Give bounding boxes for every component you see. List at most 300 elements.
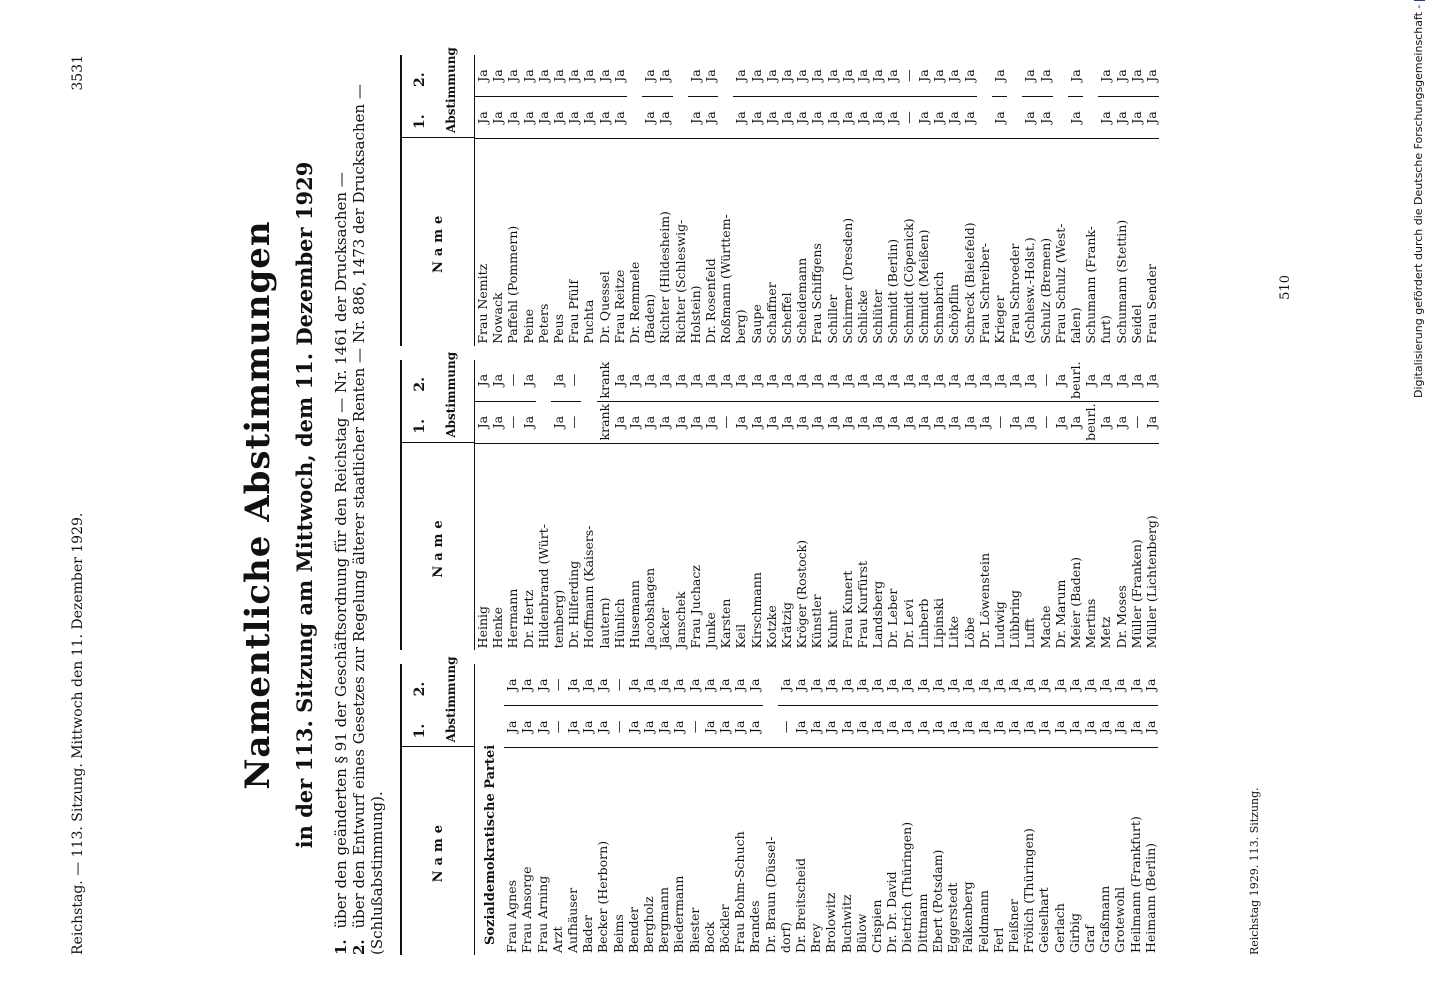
- vote-2-value: Ja: [961, 69, 977, 82]
- vote-2-value: Ja: [625, 678, 641, 692]
- table-row: [992, 55, 1007, 346]
- vote-2-value: Ja: [595, 678, 611, 692]
- vote-1-value: Ja: [671, 705, 686, 747]
- member-name: Peus: [551, 138, 566, 346]
- table-row: [1098, 55, 1113, 346]
- vote-1-value: Ja: [1067, 705, 1082, 747]
- vote-2-value: Ja: [475, 373, 490, 387]
- member-name: Dr. Braun (Düssel-: [763, 747, 778, 955]
- table-row: [673, 360, 688, 651]
- vote-1-value: Ja: [732, 705, 747, 747]
- member-name: Frau Schroeder: [1007, 138, 1022, 346]
- table-row: [945, 664, 960, 955]
- vote-2-value: Ja: [1128, 373, 1144, 387]
- vote-1-value: Ja: [688, 401, 703, 443]
- vote-2-value: Ja: [717, 678, 733, 692]
- member-name: Schöpflin: [946, 138, 961, 346]
- member-name: Schaffner: [764, 138, 779, 346]
- table-row: [535, 664, 550, 955]
- member-name: Frau Arning: [535, 747, 550, 955]
- vote-2-value: Ja: [519, 678, 535, 692]
- member-name: Dr. Marum: [1053, 443, 1068, 651]
- member-name: Buchwitz: [839, 747, 854, 955]
- vote-2-value: Ja: [611, 373, 627, 387]
- member-name: Girbig: [1067, 747, 1082, 955]
- vote-1-value: Ja: [855, 401, 870, 443]
- vote-1-value: Ja: [717, 705, 732, 747]
- vote-1-value: —: [505, 401, 520, 443]
- vote-1-value: Ja: [991, 705, 1006, 747]
- member-name: Roßmann (Württem-: [718, 138, 733, 346]
- member-name: Becker (Herborn): [595, 747, 610, 955]
- vote-1-value: Ja: [1021, 705, 1036, 747]
- vote-1-value: Ja: [764, 96, 779, 138]
- vote-1-value: Ja: [642, 401, 657, 443]
- vote-2-value: Ja: [779, 373, 795, 387]
- member-name: Hoffmann (Kaisers-: [581, 443, 596, 651]
- vote-1-value: Ja: [521, 401, 536, 443]
- member-name: Arzt: [550, 747, 565, 955]
- table-row: [490, 55, 505, 346]
- vote-2-value: Ja: [535, 69, 551, 82]
- header-title: Reichstag. — 113. Sitzung. Mittwoch den 11. Dezember 1929.: [70, 512, 86, 955]
- member-name: Ferl: [991, 747, 1006, 955]
- vote-2-value: Ja: [1142, 678, 1158, 692]
- member-name: Linberb: [916, 443, 931, 651]
- member-name: Dr. Hilferding: [566, 443, 581, 651]
- vote-1-header: 1.: [412, 419, 428, 434]
- vote-2-value: Ja: [763, 69, 779, 82]
- vote-2-value: Ja: [945, 678, 961, 692]
- row-list: [475, 360, 1159, 651]
- vote-1-value: —: [778, 705, 793, 747]
- vote-1-value: Ja: [597, 96, 612, 138]
- table-row: [1067, 664, 1082, 955]
- member-name: Frau Schiffgens: [809, 138, 824, 346]
- member-name: Janschek: [673, 443, 688, 651]
- vote-item: [332, 55, 350, 955]
- sheet-signature: 510: [1278, 275, 1293, 300]
- vote-1-value: Ja: [931, 401, 946, 443]
- vote-2-value: Ja: [839, 69, 855, 82]
- member-name: Dr. Leber: [885, 443, 900, 651]
- vote-1-value: Ja: [581, 96, 596, 138]
- vote-1-value: Ja: [885, 96, 900, 138]
- vote-2-value: Ja: [1083, 373, 1099, 387]
- member-name: Brolowitz: [823, 747, 838, 955]
- vote-2-value: Ja: [687, 69, 703, 82]
- name-header: Name: [402, 137, 474, 346]
- column-header: [402, 351, 475, 651]
- vote-1-value: Ja: [657, 96, 672, 138]
- vote-2-value: Ja: [1066, 678, 1082, 692]
- table-row: [1143, 664, 1158, 955]
- vote-2-value: Ja: [976, 373, 992, 387]
- vote-2-value: Ja: [1067, 69, 1083, 82]
- table-row: [855, 360, 870, 651]
- table-row: [702, 664, 717, 955]
- vote-1-value: Ja: [930, 705, 945, 747]
- vote-1-value: Ja: [747, 705, 762, 747]
- member-name: Keil: [733, 443, 748, 651]
- table-row: [733, 55, 748, 346]
- vote-2-value: Ja: [566, 69, 582, 82]
- member-name: Jäcker: [657, 443, 672, 651]
- table-row: [1114, 55, 1129, 346]
- footer-note: Reichstag 1929. 113. Sitzung.: [1248, 787, 1261, 955]
- vote-item-text: über den Entwurf eines Gesetzes zur Regelung älterer staatlicher Renten — Nr. 886, 1473 der Drucksachen — (Schlußabstimmung).: [350, 84, 386, 955]
- vote-2-value: Ja: [915, 373, 931, 387]
- vote-1-value: Ja: [931, 96, 946, 138]
- vote-2-value: Ja: [899, 678, 915, 692]
- vote-column: [400, 47, 1230, 346]
- member-name: Schumann (Frank-: [1083, 138, 1098, 346]
- table-row: [793, 664, 808, 955]
- table-row: [475, 360, 490, 651]
- vote-2-value: Ja: [505, 69, 521, 82]
- member-name: Frau Schulz (West-: [1053, 138, 1068, 346]
- vote-2-value: —: [610, 678, 626, 692]
- member-name: Frau Schreiber-: [977, 138, 992, 346]
- vote-2-value: Ja: [824, 69, 840, 82]
- vote-1-value: Ja: [1114, 401, 1129, 443]
- vote-1-value: Ja: [916, 401, 931, 443]
- vote-1-value: Ja: [1036, 705, 1051, 747]
- vote-2-value: —: [549, 678, 565, 692]
- vote-2-value: —: [1037, 373, 1053, 387]
- vote-1-value: Ja: [825, 96, 840, 138]
- table-row: [931, 360, 946, 651]
- member-name: Bergmann: [656, 747, 671, 955]
- member-name: Frau Nemitz: [475, 138, 490, 346]
- vote-1-value: Ja: [1022, 401, 1037, 443]
- member-name: Metz: [1098, 443, 1113, 651]
- vote-2-value: Ja: [551, 373, 567, 387]
- vote-column: [400, 656, 1230, 955]
- table-row: [1022, 55, 1037, 346]
- member-name: Löbe: [962, 443, 977, 651]
- member-name: Frau Agnes: [504, 747, 519, 955]
- dfg-watermark: [1410, 4, 1428, 398]
- vote-1-value: Ja: [1129, 96, 1144, 138]
- row-list: [475, 55, 1159, 346]
- vote-1-value: Ja: [1098, 96, 1113, 138]
- member-name: Schmidt (Meißen): [916, 138, 931, 346]
- vote-1-value: Ja: [612, 96, 627, 138]
- member-name: Schmidt (Cöpenick): [901, 138, 916, 346]
- table-row: [504, 664, 519, 955]
- page-number: 3531: [70, 55, 86, 91]
- vote-2-value: Ja: [839, 373, 855, 387]
- vote-1-value: Ja: [793, 705, 808, 747]
- member-name: Dr. Moses: [1114, 443, 1129, 651]
- member-name: Dr. Dr. David: [884, 747, 899, 955]
- member-name: Schlüter: [870, 138, 885, 346]
- vote-1-value: —: [687, 705, 702, 747]
- row-list: [475, 664, 1158, 955]
- vote-2-value: Ja: [656, 678, 672, 692]
- member-name: Bergholz: [641, 747, 656, 955]
- table-row: [870, 55, 885, 346]
- vote-2-value: Ja: [763, 373, 779, 387]
- vote-1-value: Ja: [885, 401, 900, 443]
- table-row: [1097, 664, 1112, 955]
- table-row: [854, 664, 869, 955]
- vote-2-value: Ja: [748, 69, 764, 82]
- vote-1-value: Ja: [976, 705, 991, 747]
- vote-1-value: Ja: [794, 401, 809, 443]
- table-row: [1006, 664, 1021, 955]
- vote-1-value: Ja: [960, 705, 975, 747]
- vote-2-value: —: [566, 373, 582, 387]
- vote-1-value: Ja: [779, 401, 794, 443]
- vote-2-value: Ja: [885, 373, 901, 387]
- vote-2-value: Ja: [900, 373, 916, 387]
- vote-1-value: Ja: [519, 705, 534, 747]
- vote-1-value: Ja: [916, 96, 931, 138]
- member-name: Bender: [626, 747, 641, 955]
- member-name: Dr. Löwenstein: [977, 443, 992, 651]
- vote-label: Abstimmung: [444, 47, 458, 133]
- vote-2-value: Ja: [1051, 678, 1067, 692]
- table-row: [565, 664, 580, 955]
- member-name: Scheffel: [779, 138, 794, 346]
- table-row: [551, 55, 566, 346]
- vote-1-value: Ja: [1007, 401, 1022, 443]
- table-row: [1129, 55, 1144, 346]
- vote-1-value: Ja: [627, 401, 642, 443]
- vote-2-value: Ja: [504, 678, 520, 692]
- member-name: Dr. Hertz: [521, 443, 536, 651]
- vote-2-value: Ja: [793, 678, 809, 692]
- vote-1-value: Ja: [749, 96, 764, 138]
- vote-2-value: Ja: [931, 69, 947, 82]
- vote-2-value: Ja: [703, 373, 719, 387]
- member-name: Dr. Remmele: [627, 138, 642, 346]
- table-row: [581, 360, 596, 651]
- member-name: Heimann (Berlin): [1143, 747, 1158, 955]
- vote-1-value: Ja: [1112, 705, 1127, 747]
- vote-2-value: Ja: [809, 373, 825, 387]
- member-name: Brandes: [747, 747, 762, 955]
- vote-2-value: Ja: [641, 678, 657, 692]
- member-name: Schlicke: [855, 138, 870, 346]
- table-row: [870, 360, 885, 651]
- member-name: Ebert (Potsdam): [930, 747, 945, 955]
- table-row: [778, 664, 793, 955]
- table-row: [642, 360, 657, 651]
- table-row: [566, 360, 581, 651]
- member-name: Hermann: [505, 443, 520, 651]
- table-row: [536, 55, 551, 346]
- vote-item-text: über den geänderten § 91 der Geschäftsordnung für den Reichstag — Nr. 1461 der Drucksachen —: [332, 172, 350, 929]
- vote-2-value: Ja: [870, 373, 886, 387]
- table-row: [749, 360, 764, 651]
- member-name: Kröger (Rostock): [794, 443, 809, 651]
- vote-1-value: Ja: [565, 705, 580, 747]
- vote-1-value: Ja: [1098, 401, 1113, 443]
- vote-2-value: beurl.: [1067, 361, 1083, 399]
- table-row: [1036, 664, 1051, 955]
- member-name: Puchta: [581, 138, 596, 346]
- table-row: [901, 360, 916, 651]
- member-name: Frau Sender: [1144, 138, 1159, 346]
- member-name: Frau Reitze: [612, 138, 627, 346]
- vote-2-value: Ja: [490, 373, 506, 387]
- member-name: Schulz (Bremen): [1038, 138, 1053, 346]
- table-row: [627, 360, 642, 651]
- vote-2-value: —: [900, 69, 916, 82]
- table-row: [764, 360, 779, 651]
- vote-items: [332, 55, 386, 955]
- member-name: Dr. Rosenfeld: [703, 138, 718, 346]
- vote-2-value: Ja: [884, 678, 900, 692]
- vote-1-value: Ja: [869, 705, 884, 747]
- vote-2-value: Ja: [929, 678, 945, 692]
- member-name: Junke: [703, 443, 718, 651]
- vote-1-value: Ja: [536, 96, 551, 138]
- vote-1-value: Ja: [475, 401, 490, 443]
- member-name: Crispien: [869, 747, 884, 955]
- vote-item-number: 1.: [332, 939, 350, 955]
- vote-2-value: Ja: [1112, 678, 1128, 692]
- vote-1-value: Ja: [703, 96, 718, 138]
- vote-1-value: Ja: [1128, 705, 1143, 747]
- table-row: [839, 664, 854, 955]
- vote-2-value: Ja: [1036, 678, 1052, 692]
- table-row: [475, 55, 490, 346]
- member-name: Dr. Quessel: [597, 138, 612, 346]
- table-row: [597, 360, 612, 651]
- vote-1-value: Ja: [656, 705, 671, 747]
- vote-2-value: Ja: [490, 69, 506, 82]
- vote-1-value: Ja: [580, 705, 595, 747]
- vote-2-value: Ja: [1021, 678, 1037, 692]
- vote-1-value: krank: [597, 401, 612, 443]
- vote-2-value: Ja: [687, 373, 703, 387]
- member-name: berg): [733, 138, 748, 346]
- table-row: [764, 55, 779, 346]
- table-row: [703, 360, 718, 651]
- table-row: [794, 360, 809, 651]
- vote-2-value: Ja: [475, 69, 490, 82]
- member-name: Künstler: [809, 443, 824, 651]
- vote-2-value: Ja: [991, 373, 1007, 387]
- table-row: [521, 360, 536, 651]
- vote-header: [402, 656, 474, 746]
- table-row: [1053, 360, 1068, 651]
- vote-1-value: Ja: [505, 96, 520, 138]
- table-row: [885, 360, 900, 651]
- table-row: [703, 55, 718, 346]
- vote-1-value: Ja: [962, 96, 977, 138]
- vote-2-value: Ja: [1022, 373, 1038, 387]
- member-name: Seidel: [1129, 138, 1144, 346]
- vote-1-value: Ja: [673, 401, 688, 443]
- vote-1-value: Ja: [764, 401, 779, 443]
- member-name: Paffehl (Pommern): [505, 138, 520, 346]
- vote-1-value: Ja: [901, 401, 916, 443]
- member-name: Richter (Schleswig-: [673, 138, 688, 346]
- member-name: Landsberg: [870, 443, 885, 651]
- member-name: furt): [1098, 138, 1113, 346]
- vote-2-value: Ja: [565, 678, 581, 692]
- vote-2-value: Ja: [748, 373, 764, 387]
- vote-1-value: Ja: [915, 705, 930, 747]
- table-row: [1068, 360, 1083, 651]
- table-row: [733, 360, 748, 651]
- vote-2-value: Ja: [1037, 69, 1053, 82]
- table-row: [642, 55, 657, 346]
- table-row: [916, 55, 931, 346]
- member-name: Kuhnt: [825, 443, 840, 651]
- vote-1-value: Ja: [504, 705, 519, 747]
- member-name: Mache: [1038, 443, 1053, 651]
- vote-1-value: —: [611, 705, 626, 747]
- vote-2-value: Ja: [1113, 373, 1129, 387]
- member-name: (Schlesw.-Holst.): [1022, 138, 1037, 346]
- vote-1-value: Ja: [551, 401, 566, 443]
- table-row: [931, 55, 946, 346]
- vote-2-value: Ja: [596, 69, 612, 82]
- vote-2-header: 2.: [412, 72, 428, 87]
- member-name: Lufft: [1022, 443, 1037, 651]
- vote-2-header: 2.: [412, 377, 428, 392]
- table-row: [611, 664, 626, 955]
- table-row: [505, 55, 520, 346]
- table-row: [962, 360, 977, 651]
- vote-1-value: Ja: [794, 96, 809, 138]
- member-name: Peters: [536, 138, 551, 346]
- table-row: [595, 664, 610, 955]
- member-name: Ludwig: [992, 443, 1007, 651]
- member-name: Husemann: [627, 443, 642, 651]
- table-row: [641, 664, 656, 955]
- member-name: Frau Bohm-Schuch: [732, 747, 747, 955]
- member-name: Henke: [490, 443, 505, 651]
- name-header: Name: [402, 442, 474, 651]
- vote-2-value: Ja: [686, 678, 702, 692]
- member-name: Krätzig: [779, 443, 794, 651]
- table-row: [962, 55, 977, 346]
- table-row: [825, 55, 840, 346]
- table-row: [840, 55, 855, 346]
- vote-1-value: —: [550, 705, 565, 747]
- member-name: Gerlach: [1052, 747, 1067, 955]
- vote-2-value: Ja: [581, 69, 597, 82]
- member-name: Lipinski: [931, 443, 946, 651]
- vote-2-value: Ja: [1007, 373, 1023, 387]
- member-name: Schiller: [825, 138, 840, 346]
- vote-2-value: Ja: [961, 373, 977, 387]
- member-name: Kirschmann: [749, 443, 764, 651]
- table-row: [779, 55, 794, 346]
- member-name: Schnabrich: [931, 138, 946, 346]
- vote-1-value: —: [718, 401, 733, 443]
- vote-1-value: Ja: [809, 96, 824, 138]
- table-row: [991, 664, 1006, 955]
- vote-2-value: Ja: [627, 373, 643, 387]
- vote-1-value: —: [992, 401, 1007, 443]
- vote-2-value: Ja: [809, 69, 825, 82]
- vote-2-value: Ja: [642, 373, 658, 387]
- table-row: [1128, 664, 1143, 955]
- vote-2-value: Ja: [534, 678, 550, 692]
- vote-1-value: Ja: [733, 96, 748, 138]
- name-header: Name: [402, 746, 474, 955]
- table-row: [551, 360, 566, 651]
- vote-2-value: Ja: [777, 678, 793, 692]
